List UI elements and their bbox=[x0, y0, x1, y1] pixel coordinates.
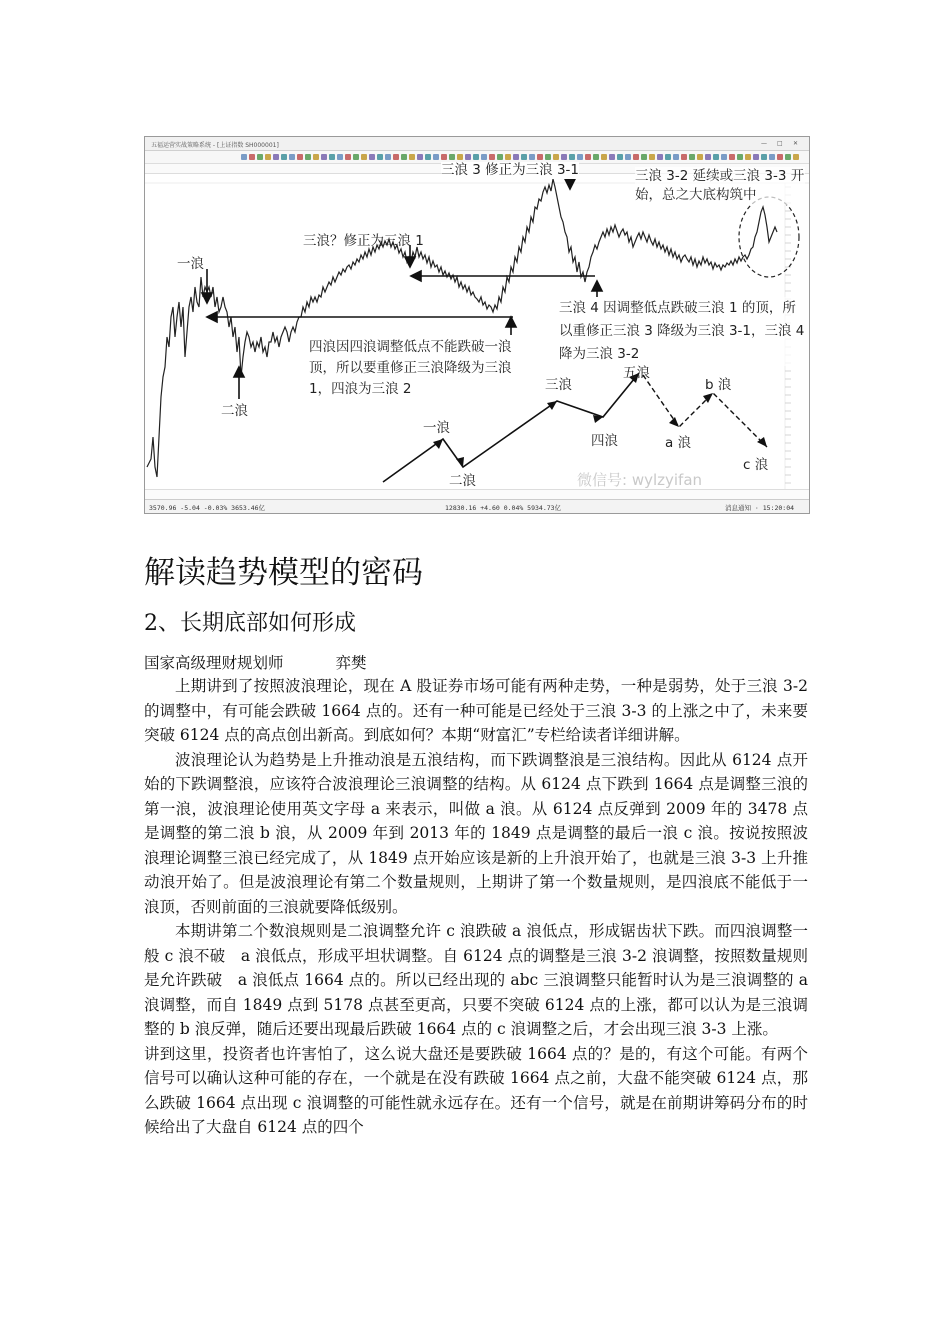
author-line bbox=[144, 652, 367, 674]
label-wave4-note: 四浪因四浪调整低点不能跌破一浪顶，所以要重修正三浪降级为三浪 1，四浪为三浪 2 bbox=[309, 337, 537, 400]
label-wave1: 一浪 bbox=[177, 256, 204, 272]
diagram-label-5: 五浪 bbox=[623, 365, 650, 381]
label-wave2: 二浪 bbox=[221, 403, 248, 419]
article-title: 解读趋势模型的密码 bbox=[144, 555, 423, 591]
bottom-circle bbox=[739, 197, 799, 277]
diagram-label-1: 一浪 bbox=[423, 420, 450, 436]
label-wave3-peak: 三浪 3 修正为三浪 3-1 bbox=[441, 162, 580, 178]
author-name: 弈樊 bbox=[335, 654, 367, 672]
diagram-label-3: 三浪 bbox=[545, 377, 572, 393]
wechat-watermark: 微信号: wylzyifan bbox=[577, 471, 703, 489]
window-title: 五福运营实战策略系统 - [上证指数 SH000001] bbox=[151, 142, 279, 149]
paragraph: 上期讲到了按照波浪理论，现在 A 股证券市场可能有两种走势，一种是弱势，处于三浪 3-2 的调整中，有可能会跌破 1664 点的。还有一种可能是已经处于三浪 3-3 的上涨之中了，未来要突破 6124 点的高点创出新高。到底如何？本期“财富汇”专栏给读者详细讲解。 bbox=[144, 677, 808, 744]
close-icon[interactable]: ✕ bbox=[793, 140, 799, 147]
paragraph: 讲到这里，投资者也许害怕了，这么说大盘还是要跌破 1664 点的？是的，有这个可能。有两个信号可以确认这种可能的存在，一个就是在没有跌破 1664 点之前，大盘不能突破 6124 点，那么跌破 1664 点出现 c 浪调整的可能性就永远存在。还有一个信号，就是在前期讲筹码分布的时候给出了大盘自 6124 点的四个 bbox=[144, 1044, 808, 1136]
stock-chart-screenshot bbox=[144, 136, 810, 514]
diagram-label-4: 四浪 bbox=[591, 433, 618, 449]
article-body bbox=[144, 674, 808, 1140]
status-clock: 消息通知 · 15:20:04 bbox=[725, 504, 795, 512]
diagram-label-2: 二浪 bbox=[449, 473, 476, 489]
label-wave4b-note: 三浪 4 因调整低点跌破三浪 1 的顶，所以重修正三浪 3 降级为三浪 3-1，三浪 4 降为三浪 3-2 bbox=[559, 297, 807, 366]
paragraph: 波浪理论认为趋势是上升推动浪是五浪结构，而下跌调整浪是三浪结构。因此从 6124 点开始的下跌调整浪，应该符合波浪理论三浪调整的结构。从 6124 点下跌到 1664 点是调整三浪的第一浪，波浪理论使用英文字母 a 来表示，叫做 a 浪。从 6124 点反弹到 2009 年的 3478 点是调整的第二浪 b 浪，从 2009 年到 2013 年的 1849 点是调整的最后一浪 c 浪。按说按照波浪理论调整三浪已经完成了，从 1849 点开始应该是新的上升浪开始了，也就是三浪 3-3 上升推动浪开始了。但是波浪理论有第二个数量规则，上期讲了第一个数量规则，是四浪底不能低于一浪顶，否则前面的三浪就要降低级别。 bbox=[144, 750, 808, 916]
paragraph: 本期讲第二个数浪规则是二浪调整允许 c 浪跌破 a 浪低点，形成锯齿状下跌。而四浪调整一般 c 浪不破 a 浪低点，形成平坦状调整。自 6124 点的调整是三浪 3-2 浪调整，按照数量规则是允许跌破 a 浪低点 1664 点的。所以已经出现的 abc 三浪调整只能暂时认为是三浪调整的 a 浪调整，而自 1849 点到 5178 点甚至更高，只要不突破 6124 点的上涨，都可以认为是三浪调整的 b 浪反弹，随后还要出现最后跌破 1664 点的 c 浪调整之后，才会出现三浪 3-3 上涨。 bbox=[144, 922, 808, 1038]
label-wave3-revised: 三浪？修正为三浪 1 bbox=[303, 233, 424, 249]
label-wave32: 三浪 3-2 延续或三浪 3-3 开始，总之大底构筑中 bbox=[635, 168, 805, 203]
minimize-icon[interactable]: — bbox=[761, 140, 767, 147]
diagram-label-c: c 浪 bbox=[743, 457, 769, 473]
article-subtitle: 2、长期底部如何形成 bbox=[144, 611, 356, 636]
index-ticker-left: 3570.96 -5.04 -0.03% 3653.46亿 bbox=[149, 504, 266, 512]
diagram-label-b: b 浪 bbox=[705, 377, 732, 393]
index-ticker-mid: 12830.16 +4.60 0.04% 5934.73亿 bbox=[445, 504, 562, 512]
status-bar bbox=[145, 499, 809, 514]
maximize-icon[interactable]: □ bbox=[777, 140, 783, 147]
author-role: 国家高级理财规划师 bbox=[144, 654, 284, 672]
diagram-label-a: a 浪 bbox=[665, 435, 692, 451]
